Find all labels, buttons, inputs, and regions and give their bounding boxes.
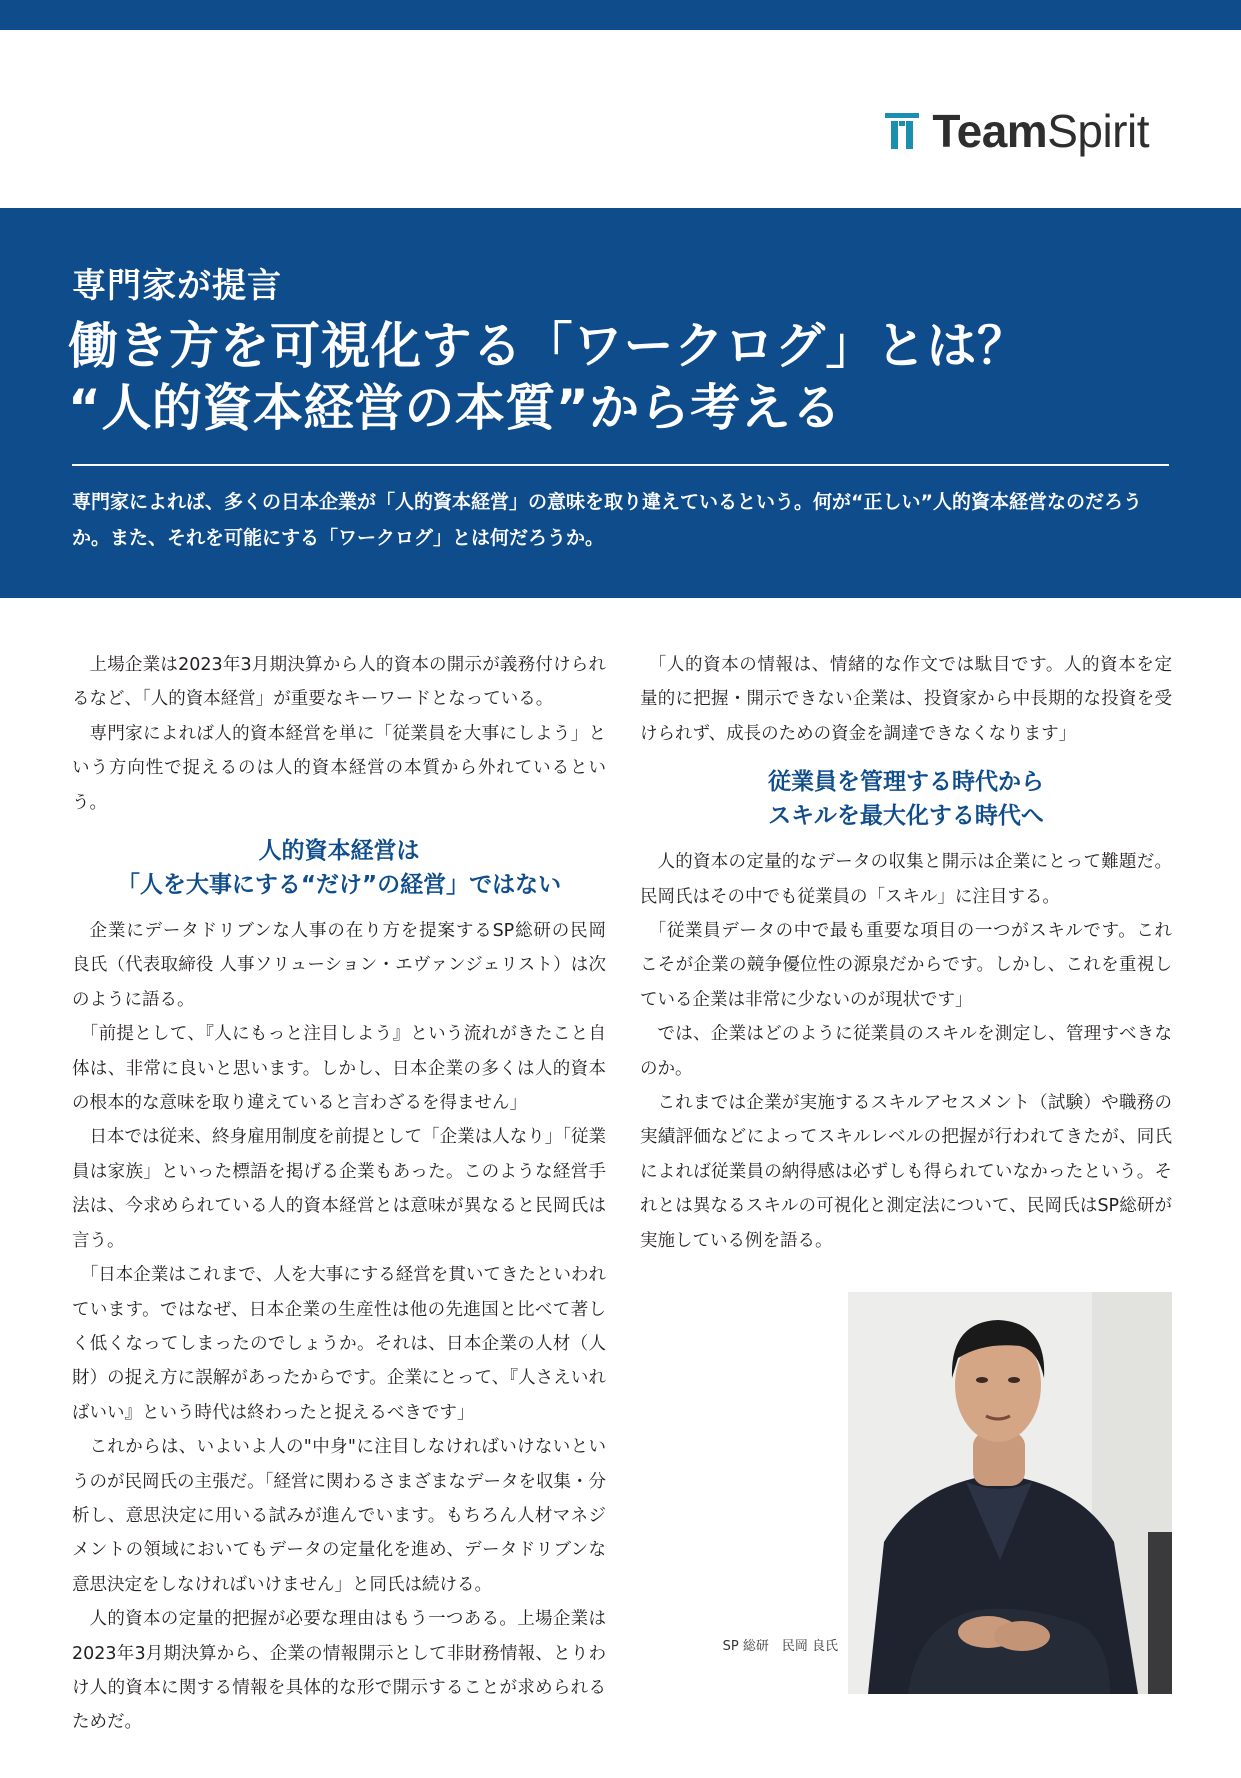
portrait-photo bbox=[848, 1292, 1172, 1694]
top-brand-bar bbox=[0, 0, 1241, 30]
lead-text: 専門家によれば、多くの日本企業が「人的資本経営」の意味を取り違えているという。何が“正しい”人的資本経営なのだろうか。また、それを可能にする「ワークログ」とは何だろうか。 bbox=[72, 491, 1142, 549]
paragraph: 人的資本の定量的なデータの収集と開示は企業にとって難題だ。民岡氏はその中でも従業員の「スキル」に注目する。 bbox=[640, 852, 1172, 907]
quote-paragraph: 「日本企業はこれまで、人を大事にする経営を貫いてきたといわれています。ではなぜ、日本企業の生産性は他の先進国と比べて著しく低くなってしまったのでしょうか。それは、日本企業の人材（人財）の捉え方に誤解があったからです。企業にとって、『人さえいればいい』という時代は終わったと捉えるべきです」 bbox=[72, 1265, 606, 1423]
quote-paragraph: 「人的資本の情報は、情緒的な作文では駄目です。人的資本を定量的に把握・開示できない企業は、投資家から中長期的な投資を受けられず、成長のための資金を調達できなくなります」 bbox=[640, 655, 1172, 744]
title-line-2: “人的資本経営の本質”から考える bbox=[68, 379, 842, 437]
teamspirit-logo-icon bbox=[884, 113, 920, 149]
page-title bbox=[68, 315, 1168, 439]
paragraph: これからは、いよいよ人の"中身"に注目しなければいけないというのが民岡氏の主張だ。「経営に関わるさまざまなデータを収集・分析し、意思決定に用いる試みが進んでいます。もちろん人材マネジメントの領域においてもデータの定量化を進め、データドリブンな意思決定をしなければいけません」と同氏は続ける。 bbox=[72, 1437, 606, 1595]
article-column-left bbox=[72, 648, 606, 1740]
article-column-right bbox=[640, 648, 1172, 1258]
teamspirit-logo bbox=[884, 104, 1149, 158]
quote-paragraph: 「従業員データの中で最も重要な項目の一つがスキルです。これこそが企業の競争優位性の源泉だからです。しかし、これを重視している企業は非常に少ないのが現状です」 bbox=[640, 921, 1172, 1010]
paragraph: 企業にデータドリブンな人事の在り方を提案するSP総研の民岡 良氏（代表取締役 人事ソリューション・エヴァンジェリスト）は次のように語る。 bbox=[72, 921, 606, 1010]
quote-paragraph: 「前提として、『人にもっと注目しよう』という流れがきたこと自体は、非常に良いと思います。しかし、日本企業の多くは人的資本の根本的な意味を取り違えていると言わざるを得ません」 bbox=[72, 1024, 606, 1114]
kicker: 専門家が提言 bbox=[72, 266, 282, 306]
brand-name: TeamSpirit bbox=[932, 105, 1149, 157]
hero-divider bbox=[72, 464, 1169, 466]
section-heading: 従業員を管理する時代から スキルを最大化する時代へ bbox=[768, 769, 1044, 830]
section-heading: 人的資本経営は 「人を大事にする“だけ”の経営」ではない bbox=[116, 838, 562, 899]
paragraph: では、企業はどのように従業員のスキルを測定し、管理すべきなのか。 bbox=[640, 1024, 1172, 1079]
paragraph: 日本では従来、終身雇用制度を前提として「企業は人なり」「従業員は家族」といった標語を掲げる企業もあった。このような経営手法は、今求められている人的資本経営とは意味が異なると民岡氏は言う。 bbox=[72, 1127, 606, 1251]
hero-banner bbox=[0, 208, 1241, 598]
paragraph: 人的資本の定量的把握が必要な理由はもう一つある。上場企業は2023年3月期決算から、企業の情報開示として非財務情報、とりわけ人的資本に関する情報を具体的な形で開示することが求められるためだ。 bbox=[72, 1609, 606, 1733]
title-line-1: 働き方を可視化する「ワークログ」とは？ bbox=[68, 317, 1028, 375]
paragraph: 上場企業は2023年3月期決算から人的資本の開示が義務付けられるなど、「人的資本経営」が重要なキーワードとなっている。 bbox=[72, 655, 606, 710]
paragraph: 専門家によれば人的資本経営を単に「従業員を大事にしよう」という方向性で捉えるのは人的資本経営の本質から外れているという。 bbox=[72, 723, 606, 813]
photo-caption: SP 総研 民岡 良氏 bbox=[722, 1639, 838, 1654]
paragraph: これまでは企業が実施するスキルアセスメント（試験）や職務の実績評価などによってスキルレベルの把握が行われてきたが、同氏によれば従業員の納得感は必ずしも得られていなかったという。それとは異なるスキルの可視化と測定法について、民岡氏はSP総研が実施している例を語る。 bbox=[640, 1093, 1172, 1251]
